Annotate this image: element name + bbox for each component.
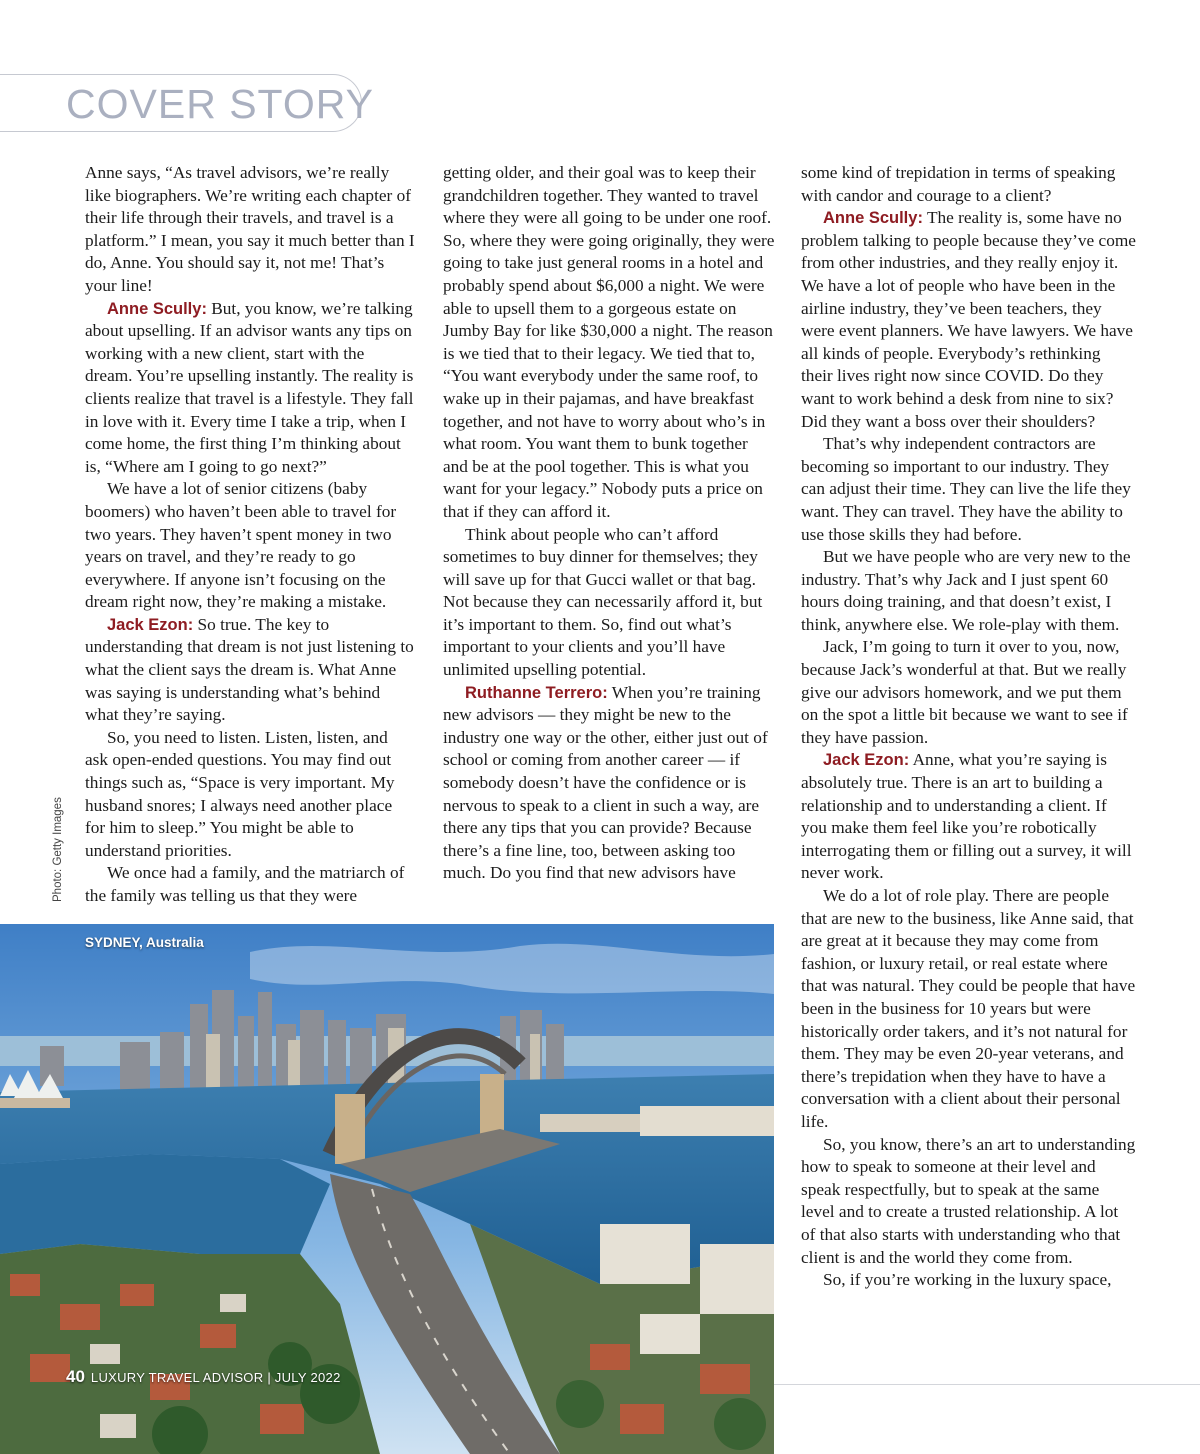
article-column-1 <box>85 162 415 908</box>
photo-caption: SYDNEY, Australia <box>85 935 204 950</box>
article-column-2 <box>443 162 776 885</box>
paragraph: Jack, I’m going to turn it over to you, now, because Jack’s wonderful at that. But we really give our advisors homework, and we put them on the spot a little bit because we want to see if they have passion. <box>801 637 1128 747</box>
paragraph: some kind of trepidation in terms of speaking with candor and courage to a client? <box>801 163 1116 205</box>
speaker-name: Anne Scully: <box>823 209 923 228</box>
paragraph: We have a lot of senior citizens (baby boomers) who haven’t been able to travel for two years. They haven’t spent money in two years on travel, and they’re ready to go everywhere. If anyone isn’t focusing on the dream right now, they’re making a mistake. <box>85 479 397 612</box>
paragraph-text: But, you know, we’re talking about upselling. If an advisor wants any tips on working with a new client, start with the dream. You’re upselling instantly. The reality is clients realize that travel is a lifestyle. They fall in love with it. Every time I take a trip, when I come home, the first thing I’m thinking about is, “Where am I going to go next?” <box>85 298 414 476</box>
paragraph-text: The reality is, some have no problem talking to people because they’ve come from other industries, and they really enjoy it. We have a lot of people who have been in the airline industry, they’ve been teachers, they were event planners. We have lawyers. We have all kinds of people. Everybody’s rethinking their lives right now since COVID. Do they want to work behind a desk from nine to six? Did they want a boss over their shoulders? <box>801 208 1136 431</box>
paragraph: So, you know, there’s an art to understanding how to speak to someone at their level and speak respectfully, but to speak at the same level and to create a trusted relationship. A lot of that also starts with understanding who that client is and the world they come from. <box>801 1134 1136 1267</box>
paragraph-text: When you’re training new advisors — they might be new to the industry one way or the other, either just out of school or coming from another career — if somebody doesn’t have the confidence or is nervous to speak to a client in such a way, are there any tips that you can provide? Because there’s a fine line, too, between asking too much. Do you find that new advisors have <box>443 682 768 883</box>
paragraph <box>85 298 415 479</box>
speaker-name: Jack Ezon: <box>107 615 194 634</box>
footer-separator: | <box>267 1370 271 1385</box>
paragraph: We do a lot of role play. There are people that are new to the business, like Anne said, that are great at it because they may come from fashion, or luxury retail, or real estate where that was natural. They could be people that have been in the business for 10 years but were historically order takers, and it’s not natural for them. They may be even 20-year veterans, and there’s trepidation when they have to have a conversation with a client about their personal life. <box>801 886 1136 1131</box>
speaker-name: Anne Scully: <box>107 299 207 318</box>
section-label: COVER STORY <box>66 81 374 127</box>
paragraph-text: Anne, what you’re saying is absolutely true. There is an art to building a relationship and to understanding a client. If you make them feel like you’re robotically interrogating them or filling out a survey, it will never work. <box>801 750 1132 883</box>
photo-credit: Photo: Getty Images <box>52 797 64 902</box>
paragraph: Think about people who can’t afford sometimes to buy dinner for themselves; they will save up for that Gucci wallet or that bag. Not because they can necessarily afford it, but it’s important to them. So, find out what’s important to your clients and you’ll have unlimited upselling potential. <box>443 524 763 680</box>
paragraph: getting older, and their goal was to keep their grandchildren together. They wanted to travel where they were all going to be under one roof. So, where they were going originally, they were going to take just general rooms in a hotel and probably spend about $6,000 a night. We were able to upsell them to a gorgeous estate on Jumby Bay for like $30,000 a night. The reason is we tied that to their legacy. We tied that to, “You want everybody under the same roof, to wake up in their pajamas, and have breakfast together, and not have to worry about who’s in what room. You want them to bunk together and be at the pool together. This is what you want for your legacy.” Nobody puts a price on that if they can afford it. <box>443 163 775 521</box>
page-number: 40 <box>66 1367 85 1386</box>
paragraph: So, you need to listen. Listen, listen, and ask open-ended questions. You may find out things such as, “Space is very important. My husband snores; I always need another place for him to sleep.” You might be able to understand priorities. <box>85 727 395 860</box>
paragraph <box>85 614 415 727</box>
publication-name: LUXURY TRAVEL ADVISOR <box>90 1370 264 1385</box>
paragraph <box>443 682 776 885</box>
speaker-name: Ruthanne Terrero: <box>465 683 608 702</box>
divider-line <box>774 1384 1200 1385</box>
paragraph: So, if you’re working in the luxury space, <box>823 1270 1112 1290</box>
paragraph <box>801 749 1136 885</box>
paragraph <box>801 207 1136 433</box>
speaker-name: Jack Ezon: <box>823 751 910 770</box>
paragraph: But we have people who are very new to the industry. That’s why Jack and I just spent 60 hours doing training, and that doesn’t exist, I think, anywhere else. We role-play with them. <box>801 547 1131 634</box>
article-column-3 <box>801 162 1136 1292</box>
paragraph: Anne says, “As travel advisors, we’re really like biographers. We’re writing each chapter of their life through their travels, and travel is a platform.” I mean, you say it much better than I do, Anne. You should say it, not me! That’s your line! <box>85 163 415 295</box>
paragraph: We once had a family, and the matriarch of the family was telling us that they were <box>85 863 405 905</box>
paragraph: That’s why independent contractors are becoming so important to our industry. They can adjust their time. They can live the life they want. They can travel. They have the ability to use those skills they had before. <box>801 434 1131 544</box>
paragraph-text: So true. The key to understanding that dream is not just listening to what the client says the dream is. What Anne was saying is understanding what’s behind what they’re saying. <box>85 614 414 725</box>
issue-date: JULY 2022 <box>274 1370 341 1385</box>
page-footer <box>66 1367 341 1387</box>
